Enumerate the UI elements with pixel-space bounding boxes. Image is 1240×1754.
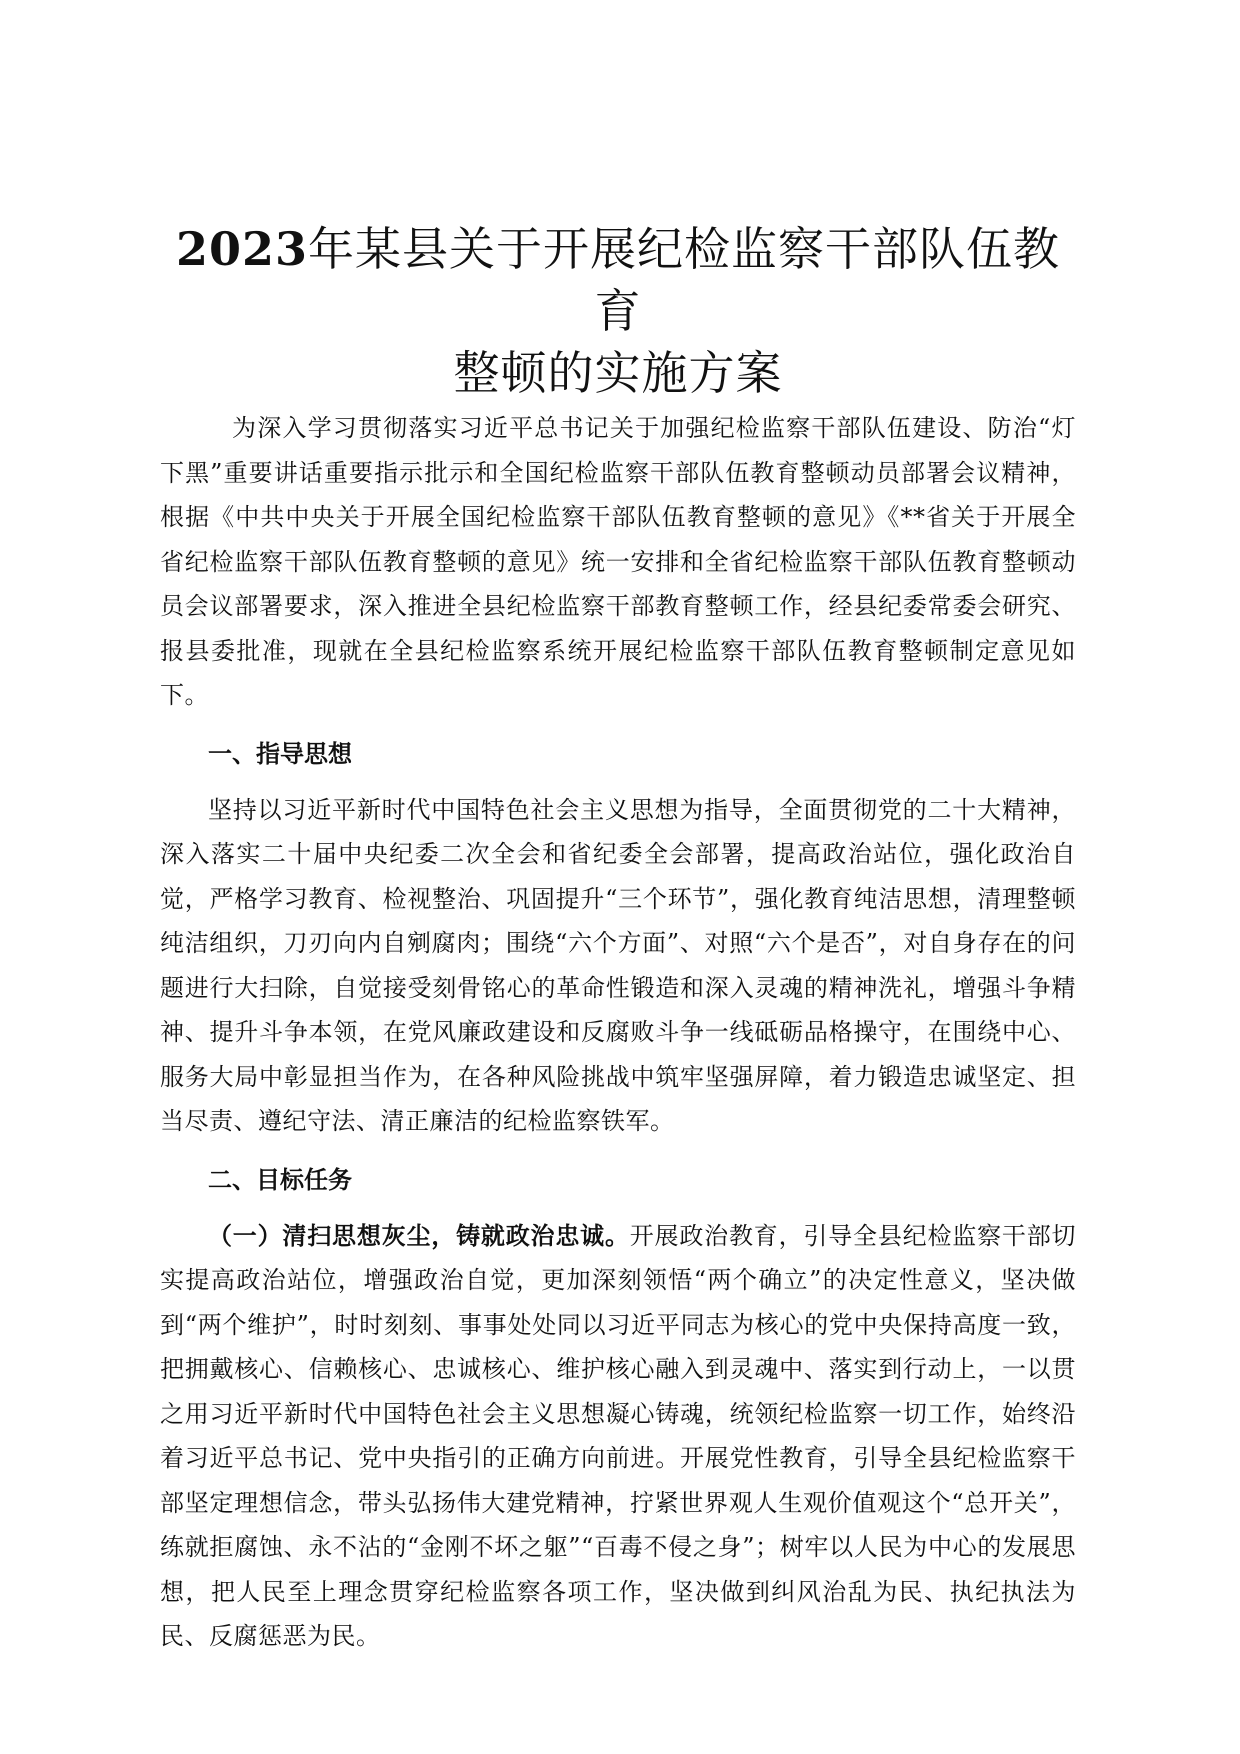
objective-item-1-body: 开展政治教育，引导全县纪检监察干部切实提高政治站位，增强政治自觉，更加深刻领悟“两个确立”的决定性意义，坚决做到“两个维护”，时时刻刻、事事处处同以习近平同志为核心的党中央保持高度一致，把拥戴核心、信赖核心、忠诚核心、维护核心融入到灵魂中、落实到行动上，一以贯之用习近平新时代中国特色社会主义思想凝心铸魂，统领纪检监察一切工作，始终沿着习近平总书记、党中央指引的正确方向前进。开展党性教育，引导全县纪检监察干部坚定理想信念，带头弘扬伟大建党精神，拧紧世界观人生观价值观这个“总开关”，练就拒腐蚀、永不沾的“金刚不坏之躯”“百毒不侵之身”；树牢以人民为中心的发展思想，把人民至上理念贯穿纪检监察各项工作，坚决做到纠风治乱为民、执纪执法为民、反腐惩恶为民。 — [160, 1221, 1076, 1650]
section-heading-guiding-ideology: 一、指导思想 — [208, 739, 352, 768]
document-title — [160, 218, 1076, 404]
title-year: 2023 — [175, 222, 309, 276]
objective-item-1-lead: （一）清扫思想灰尘，铸就政治忠诚。 — [208, 1220, 630, 1250]
title-text-1: 年某县关于开展纪检监察干部队伍教育 — [308, 222, 1061, 338]
title-line-2: 整顿的实施方案 — [453, 346, 783, 400]
guiding-ideology-paragraph: 坚持以习近平新时代中国特色社会主义思想为指导，全面贯彻党的二十大精神，深入落实二十届中央纪委二次全会和省纪委全会部署，提高政治站位，强化政治自觉，严格学习教育、检视整治、巩固提升“三个环节”，强化教育纯洁思想，清理整顿纯洁组织，刀刃向内自剜腐肉；围绕“六个方面”、对照“六个是否”，对自身存在的问题进行大扫除，自觉接受刻骨铭心的革命性锻造和深入灵魂的精神洗礼，增强斗争精神、提升斗争本领，在党风廉政建设和反腐败斗争一线砥砺品格操守，在围绕中心、服务大局中彰显担当作为，在各种风险挑战中筑牢坚强屏障，着力锻造忠诚坚定、担当尽责、遵纪守法、清正廉洁的纪检监察铁军。 — [160, 795, 1076, 1135]
intro-paragraph: 为深入学习贯彻落实习近平总书记关于加强纪检监察干部队伍建设、防治“灯下黑”重要讲话重要指示批示和全国纪检监察干部队伍教育整顿动员部署会议精神，根据《中共中央关于开展全国纪检监察干部队伍教育整顿的意见》《**省关于开展全省纪检监察干部队伍教育整顿的意见》统一安排和全省纪检监察干部队伍教育整顿动员会议部署要求，深入推进全县纪检监察干部教育整顿工作，经县纪委常委会研究、报县委批准，现就在全县纪检监察系统开展纪检监察干部队伍教育整顿制定意见如下。 — [160, 414, 1076, 709]
objective-item-1-paragraph — [160, 1214, 1076, 1659]
document-page — [160, 218, 1076, 1659]
section-heading-objectives: 二、目标任务 — [208, 1165, 352, 1194]
title-line-1 — [176, 222, 1060, 338]
